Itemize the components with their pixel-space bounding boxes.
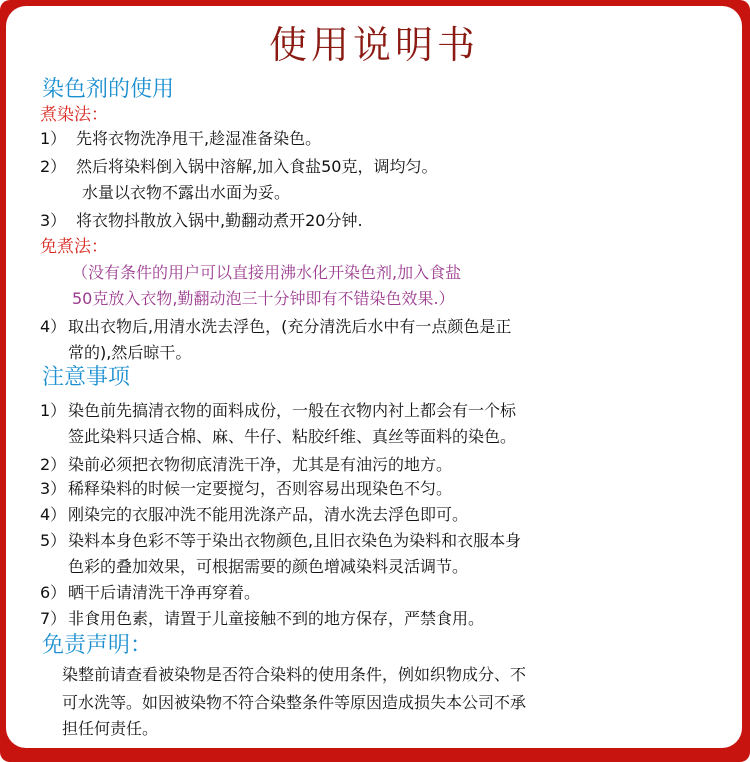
item-number: 2） (40, 455, 67, 474)
disclaimer-line-3: 担任何责任。 (62, 719, 159, 738)
step-text: 水量以衣物不露出水面为妥。 (82, 183, 291, 202)
disclaimer-line-2: 可水洗等。如因被染物不符合染整条件等原因造成损失本公司不承 (62, 693, 527, 712)
dye-usage-heading: 染色剂的使用 (42, 77, 175, 102)
precaution-item-4 (40, 504, 468, 526)
instruction-card (6, 6, 742, 748)
step-text: 然后将染料倒入锅中溶解,加入食盐50克，调均匀。 (76, 157, 438, 176)
step-text: 将衣物抖散放入锅中,勤翻动煮开20分钟. (76, 211, 363, 230)
boil-step-2 (40, 156, 437, 178)
step-text: 先将衣物洗净甩干,趁湿准备染色。 (76, 129, 322, 148)
item-text: 稀释染料的时候一定要搅匀，否则容易出现染色不匀。 (68, 479, 453, 498)
disclaimer-line-1: 染整前请查看被染物是否符合染料的使用条件，例如织物成分、不 (62, 665, 527, 684)
step-number: 2） (40, 157, 67, 176)
precaution-item-3 (40, 478, 452, 500)
item-text: 非食用色素，请置于儿童接触不到的地方保存，严禁食用。 (68, 609, 485, 628)
no-boil-method-heading: 免煮法： (40, 237, 108, 257)
step-number: 1） (40, 129, 67, 148)
item-number: 5） (40, 531, 67, 550)
step-number: 3） (40, 211, 67, 230)
item-text: 晒干后请清洗干净再穿着。 (68, 583, 261, 602)
precaution-item-1 (40, 400, 516, 422)
boil-step-2-continued (82, 182, 290, 204)
boil-step-3 (40, 210, 363, 232)
page-title: 使用说明书 (268, 23, 479, 67)
final-step (40, 316, 511, 338)
step-number: 4） (40, 317, 67, 336)
step-text: 取出衣物后,用清水洗去浮色，(充分清洗后水中有一点颜色是正 (68, 317, 512, 336)
item-number: 3） (40, 479, 67, 498)
disclaimer-heading: 免责声明： (42, 633, 153, 658)
no-boil-note-line-2: 50克放入衣物,勤翻动泡三十分钟即有不错染色效果.） (72, 289, 455, 308)
item-number: 7） (40, 609, 67, 628)
item-number: 6） (40, 583, 67, 602)
precaution-item-7 (40, 608, 484, 630)
precaution-item-5 (40, 530, 521, 552)
item-text: 染料本身色彩不等于染出衣物颜色,且旧衣染色为染料和衣服本身 (68, 531, 522, 550)
precaution-item-5-continued: 色彩的叠加效果，可根据需要的颜色增减染料灵活调节。 (68, 557, 469, 576)
precaution-item-2 (40, 454, 452, 476)
item-number: 4） (40, 505, 67, 524)
precaution-item-6 (40, 582, 260, 604)
boil-method-heading: 煮染法： (40, 105, 108, 125)
item-number: 1） (40, 401, 67, 420)
precautions-heading: 注意事项 (42, 365, 131, 390)
item-text: 刚染完的衣服冲洗不能用洗涤产品，清水洗去浮色即可。 (68, 505, 469, 524)
precaution-item-1-continued: 签此染料只适合棉、麻、牛仔、粘胶纤维、真丝等面料的染色。 (68, 427, 517, 446)
boil-step-1 (40, 128, 321, 150)
no-boil-note-line-1: （没有条件的用户可以直接用沸水化开染色剂,加入食盐 (72, 263, 462, 282)
item-text: 染前必须把衣物彻底清洗干净，尤其是有油污的地方。 (68, 455, 453, 474)
item-text: 染色前先搞清衣物的面料成份，一般在衣物内衬上都会有一个标 (68, 401, 517, 420)
final-step-continued: 常的),然后晾干。 (68, 343, 192, 362)
